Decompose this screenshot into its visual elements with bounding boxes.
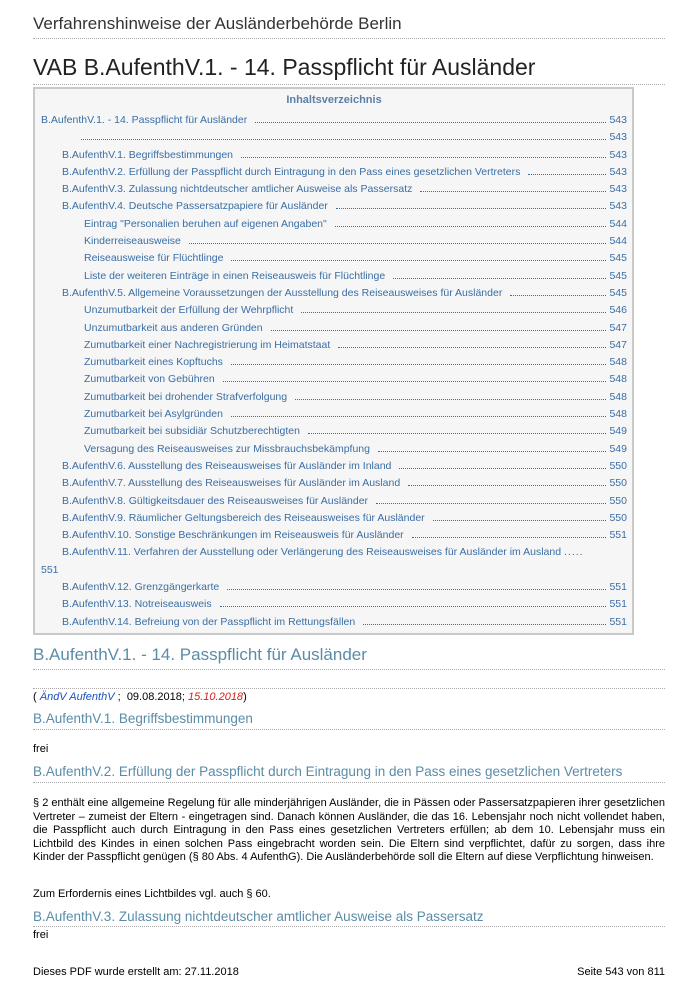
toc-entry[interactable]: Zumutbarkeit bei Asylgründen 548 xyxy=(84,408,627,421)
toc-entry[interactable]: B.AufenthV.2. Erfüllung der Passpflicht durch Eintragung in den Pass eines gesetzlichen Vertreters 543 xyxy=(62,165,627,178)
toc-entry[interactable]: B.AufenthV.1. Begriffsbestimmungen 543 xyxy=(62,148,627,161)
toc-heading: Inhaltsverzeichnis xyxy=(286,94,382,106)
change-note: ( ÄndV AufenthV ; 09.08.2018; 15.10.2018) xyxy=(33,691,247,703)
section-text: frei xyxy=(33,743,49,755)
toc-entry[interactable]: Versagung des Reiseausweises zur Missbrauchsbekämpfung 549 xyxy=(84,442,627,455)
toc-entry[interactable]: Eintrag "Personalien beruhen auf eigenen Angaben" 544 xyxy=(84,217,627,230)
section-heading: B.AufenthV.2. Erfüllung der Passpflicht durch Eintragung in den Pass eines gesetzlichen Vertreters xyxy=(33,764,665,783)
toc-entry[interactable]: Zumutbarkeit einer Nachregistrierung im Heimatstaat 547 xyxy=(84,338,627,351)
toc-entry[interactable]: B.AufenthV.10. Sonstige Beschränkungen im Reiseausweis für Ausländer 551 xyxy=(62,529,627,542)
toc-entry[interactable]: B.AufenthV.6. Ausstellung des Reiseausweises für Ausländer im Inland 550 xyxy=(62,459,627,472)
toc-entry[interactable]: B.AufenthV.12. Grenzgängerkarte 551 xyxy=(62,581,627,594)
toc-entry[interactable]: Zumutbarkeit von Gebühren 548 xyxy=(84,373,627,386)
toc-entry[interactable]: B.AufenthV.8. Gültigkeitsdauer des Reiseausweises für Ausländer 550 xyxy=(62,494,627,507)
footer-page-number: Seite 543 von 811 xyxy=(577,966,665,978)
toc-entry[interactable]: B.AufenthV.4. Deutsche Passersatzpapiere für Ausländer 543 xyxy=(62,200,627,213)
toc-entry[interactable]: B.AufenthV.11. Verfahren der Ausstellung oder Verlängerung des Reiseausweises für Ausländer im Ausland ..... 551 xyxy=(41,546,584,576)
section-text: § 2 enthält eine allgemeine Regelung für alle minderjährigen Ausländer, die in Pässen oder Passersatzpapieren ihrer gesetzlichen Vertreter – zumeist der Eltern - eingetragen sind. Danach können Ausländer, die das 16. Lebensjahr noch nicht vollendet haben, die Passpflicht auch durch Eintragung in den Pass eines gesetzlichen Vertreters erfüllen; ab dem 10. Lebensjahr muss ein Lichtbild des Kindes in einen solchen Pass eingebracht worden sein. Die Eltern sind verpflichtet, dafür zu sorgen, dass ihre Kinder der Passpflicht genügen (§ 80 Abs. 4 AufenthG). Die Ausländerbehörde soll die Eltern auf diese Verpflichtung hinweisen. xyxy=(33,797,665,863)
footer-created: Dieses PDF wurde erstellt am: 27.11.2018 xyxy=(33,966,239,978)
table-of-contents xyxy=(33,87,634,635)
toc-entry[interactable]: Unzumutbarkeit der Erfüllung der Wehrpflicht 546 xyxy=(84,304,627,317)
main-section-heading: B.AufenthV.1. - 14. Passpflicht für Ausländer xyxy=(33,645,665,670)
toc-entry[interactable]: B.AufenthV.13. Notreiseausweis 551 xyxy=(62,598,627,611)
toc-entry[interactable]: Kinderreiseausweise 544 xyxy=(84,235,627,248)
toc-entry[interactable]: Reiseausweise für Flüchtlinge 545 xyxy=(84,252,627,265)
toc-entry[interactable]: 543 xyxy=(41,129,627,146)
divider xyxy=(33,688,665,689)
toc-entry[interactable]: Zumutbarkeit bei subsidiär Schutzberechtigten 549 xyxy=(84,425,627,438)
toc-entry[interactable]: B.AufenthV.14. Befreiung von der Passpflicht im Rettungsfällen 551 xyxy=(62,615,627,628)
toc-entry[interactable]: B.AufenthV.5. Allgemeine Voraussetzungen der Ausstellung des Reiseausweises für Ausländer 545 xyxy=(62,286,627,299)
toc-entry[interactable]: Liste der weiteren Einträge in einen Reiseausweis für Flüchtlinge 545 xyxy=(84,269,627,282)
running-header: Verfahrenshinweise der Ausländerbehörde Berlin xyxy=(33,14,665,39)
change-regulation-link[interactable]: ÄndV AufenthV xyxy=(39,691,115,703)
toc-entry[interactable]: Zumutbarkeit eines Kopftuchs 548 xyxy=(84,356,627,369)
section-heading: B.AufenthV.3. Zulassung nichtdeutscher amtlicher Ausweise als Passersatz xyxy=(33,909,665,927)
toc-entry[interactable]: B.AufenthV.3. Zulassung nichtdeutscher amtlicher Ausweise als Passersatz 543 xyxy=(62,183,627,196)
toc-entry[interactable]: Unzumutbarkeit aus anderen Gründen 547 xyxy=(84,321,627,334)
section-heading: B.AufenthV.1. Begriffsbestimmungen xyxy=(33,711,665,730)
section-text: frei xyxy=(33,929,49,941)
toc-entry[interactable]: B.AufenthV.7. Ausstellung des Reiseausweises für Ausländer im Ausland 550 xyxy=(62,477,627,490)
toc-entry[interactable]: B.AufenthV.9. Räumlicher Geltungsbereich des Reiseausweises für Ausländer 550 xyxy=(62,511,627,524)
document-title: VAB B.AufenthV.1. - 14. Passpflicht für Ausländer xyxy=(33,54,665,85)
toc-entry[interactable]: B.AufenthV.1. - 14. Passpflicht für Ausländer 543 xyxy=(41,114,627,126)
toc-entry[interactable]: Zumutbarkeit bei drohender Strafverfolgung 548 xyxy=(84,390,627,403)
section-text: Zum Erfordernis eines Lichtbildes vgl. auch § 60. xyxy=(33,888,271,900)
